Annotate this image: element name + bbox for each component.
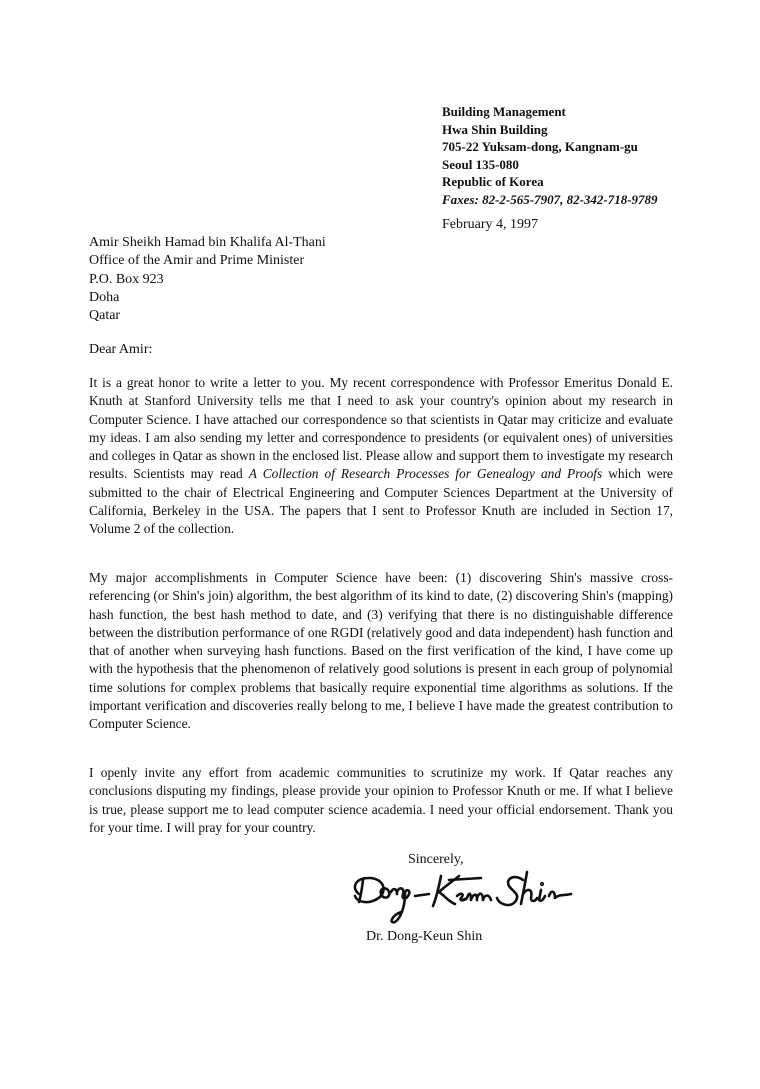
body-paragraph-2: My major accomplishments in Computer Science have been: (1) discovering Shin's massive cross-referencing (or Shin's join) algorithm, the best algorithm of its kind to date, (2) discovering Shin's (mapping) hash function, the best hash method to date, and (3) verifying that there is no distinguishable difference between the distribution performance of one RGDI (relatively good and data independent) hash function and that of another when surveying hash functions. Based on the first verification of the kind, I have come up with the hypothesis that the phenomenon of relatively good solutions is present in each group of polynomial time solutions for complex problems that basically require exponential time algorithms as solutions. If the important verification and discoveries really belong to me, I believe I have made the greatest contribution to Computer Science. (89, 570, 673, 732)
body-paragraph-1 (89, 374, 673, 539)
paragraph-text: which were submitted to the chair of Electrical Engineering and Computer Sciences Department at the University of California, Berkeley in the USA. The papers that I sent to Professor Knuth are included in Section 17, Volume 2 of the collection. (89, 466, 673, 537)
closing: Sincerely, (408, 852, 464, 867)
sender-faxes: Faxes: 82-2-565-7907, 82-342-718-9789 (442, 191, 658, 207)
collection-title: A Collection of Research Processes for Genealogy and Proofs (248, 466, 603, 482)
handwritten-signature (345, 866, 595, 928)
sender-line: Building Management (442, 104, 566, 119)
body-paragraph-3: I openly invite any effort from academic communities to scrutinize my work. If Qatar reaches any conclusions disputing my findings, please provide your opinion to Professor Knuth or me. If what I believe is true, please support me to lead computer science academia. I need your official endorsement. Thank you for your time. I will pray for your country. (89, 765, 673, 835)
signer-name: Dr. Dong-Keun Shin (366, 929, 483, 944)
sender-line: 705-22 Yuksam-dong, Kangnam-gu (442, 139, 638, 154)
recipient-line: Office of the Amir and Prime Minister (89, 253, 305, 269)
recipient-line: Doha (89, 289, 120, 305)
paragraph-text: It is a great honor to write a letter to you. My recent correspondence with Professor Emeritus Donald E. Knuth at Stanford University tells me that I need to ask your country's opinion about my research in Computer Science. I have attached our correspondence so that scientists in Qatar may criticize and evaluate my ideas. I am also sending my letter and correspondence to presidents (or equivalent ones) of universities and colleges in Qatar as shown in the enclosed list. Please allow and support them to investigate my research results. Scientists may read (89, 375, 673, 482)
sender-line: Seoul 135-080 (442, 156, 519, 172)
sender-line: Hwa Shin Building (442, 121, 548, 137)
recipient-line: Amir Sheikh Hamad bin Khalifa Al-Thani (89, 235, 326, 250)
recipient-address-block (89, 234, 326, 325)
salutation: Dear Amir: (89, 342, 153, 357)
sender-address-block (442, 103, 658, 208)
letter-date: February 4, 1997 (442, 217, 539, 232)
recipient-line: P.O. Box 923 (89, 271, 164, 287)
sender-line: Republic of Korea (442, 174, 544, 189)
recipient-line: Qatar (89, 308, 121, 324)
